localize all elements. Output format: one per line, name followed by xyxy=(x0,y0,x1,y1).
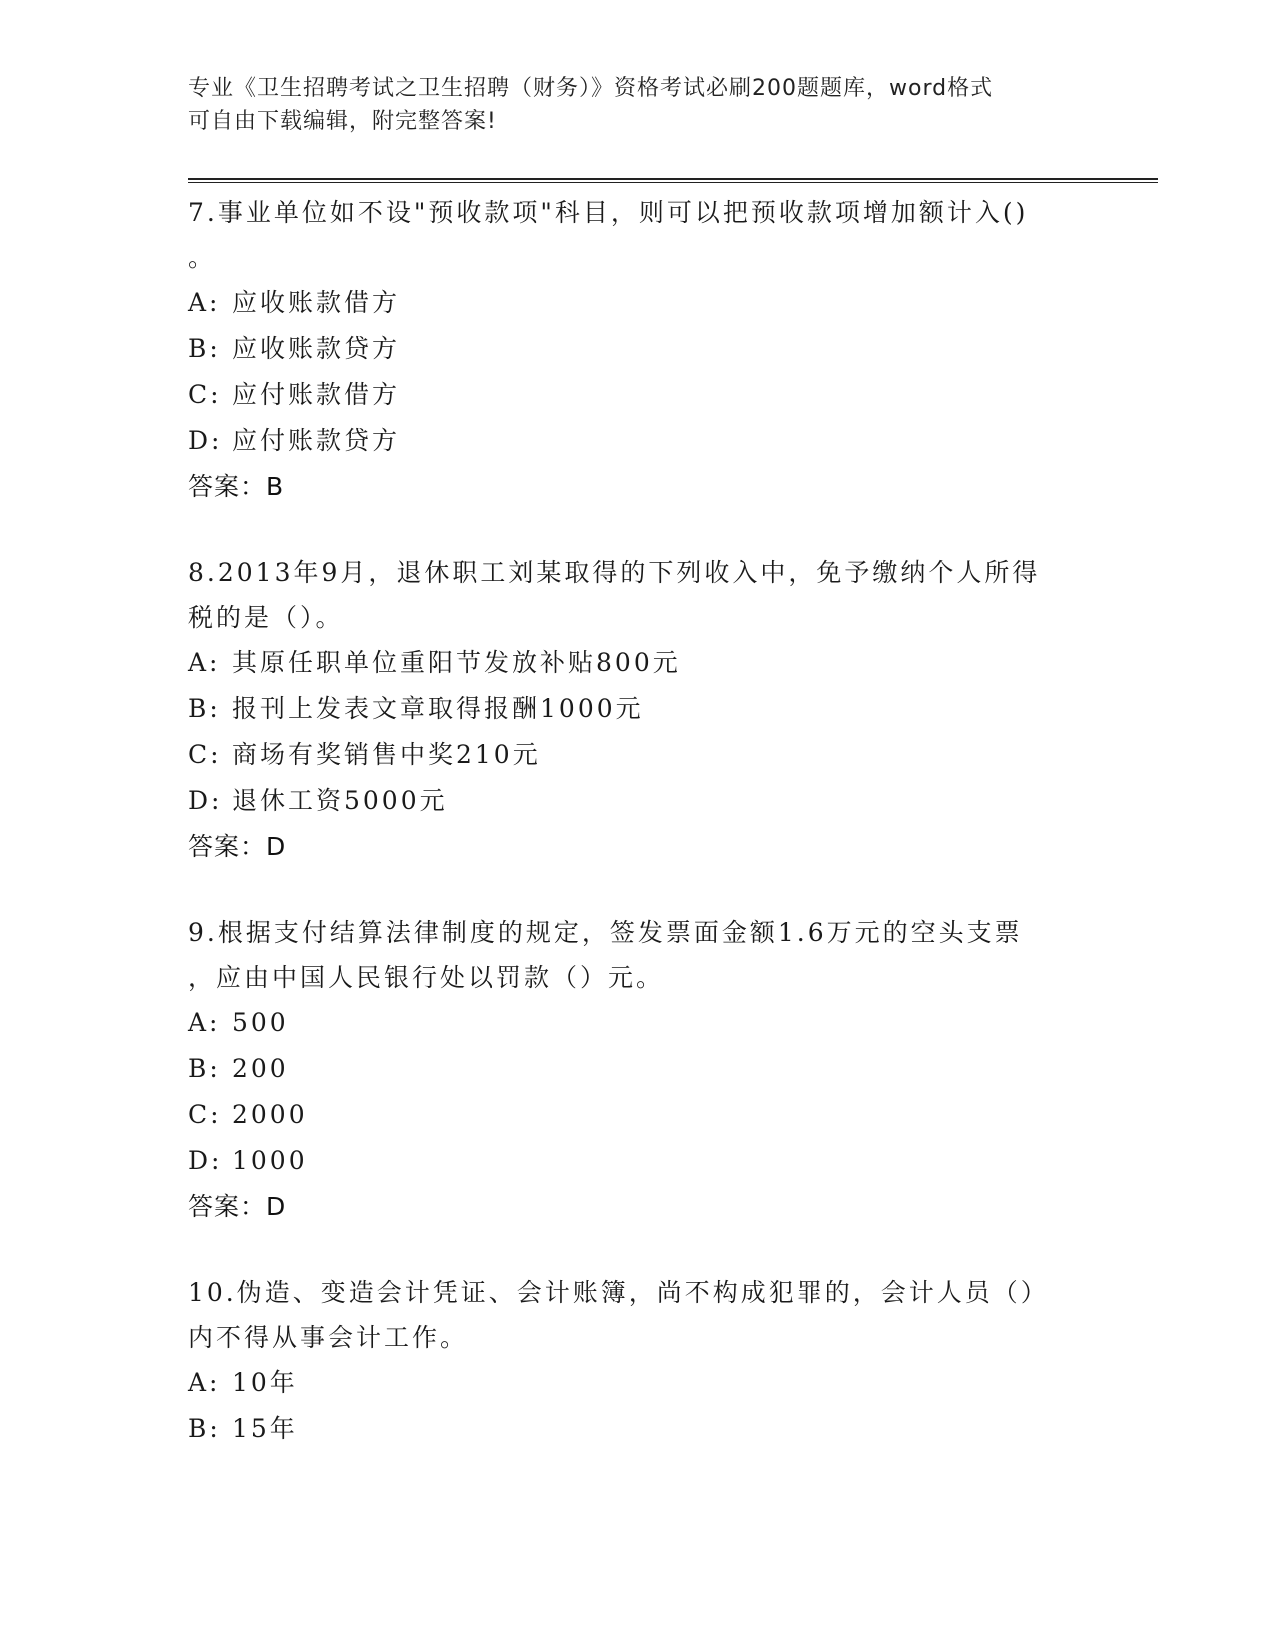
option-key: A: xyxy=(188,288,221,317)
question-stem: 9.根据支付结算法律制度的规定，签发票面金额1.6万元的空头支票 ，应由中国人民银行处以罚款（）元。 xyxy=(188,918,1023,992)
option-key: A: xyxy=(188,1368,221,1397)
option-key: B: xyxy=(188,1054,221,1083)
question-stem: 7.事业单位如不设"预收款项"科目，则可以把预收款项增加额计入() 。 xyxy=(188,198,1029,272)
option-text: 退休工资5000元 xyxy=(232,786,448,815)
answer-line: 答案：D xyxy=(188,1192,287,1221)
option-key: C: xyxy=(188,380,222,409)
option-key: B: xyxy=(188,694,221,723)
option-text: 报刊上发表文章取得报酬1000元 xyxy=(232,694,644,723)
option-text: 2000 xyxy=(232,1100,308,1129)
option-text: 其原任职单位重阳节发放补贴800元 xyxy=(232,648,681,677)
question-list xyxy=(188,190,1068,1492)
option-key: B: xyxy=(188,334,221,363)
question-10 xyxy=(188,1270,1068,1452)
option-key: D: xyxy=(188,786,223,815)
answer-line: 答案：D xyxy=(188,832,287,861)
header-line-2: 可自由下载编辑，附完整答案! xyxy=(188,109,497,134)
option-text: 应收账款贷方 xyxy=(232,334,401,363)
option-a xyxy=(188,1360,1068,1406)
option-key: D: xyxy=(188,426,223,455)
option-d xyxy=(188,1138,1068,1184)
option-a xyxy=(188,640,1068,686)
option-a xyxy=(188,1000,1068,1046)
header-divider xyxy=(188,178,1158,183)
option-b xyxy=(188,326,1068,372)
option-text: 500 xyxy=(232,1008,289,1037)
option-key: B: xyxy=(188,1414,221,1443)
option-text: 应收账款借方 xyxy=(232,288,401,317)
option-text: 应付账款借方 xyxy=(232,380,401,409)
option-key: C: xyxy=(188,1100,222,1129)
answer-line: 答案：B xyxy=(188,472,285,501)
question-8 xyxy=(188,550,1068,870)
option-text: 商场有奖销售中奖210元 xyxy=(232,740,541,769)
option-text: 10年 xyxy=(232,1368,298,1397)
question-stem: 8.2013年9月，退休职工刘某取得的下列收入中，免予缴纳个人所得 税的是（）。 xyxy=(188,558,1041,632)
question-7 xyxy=(188,190,1068,510)
option-a xyxy=(188,280,1068,326)
option-c xyxy=(188,372,1068,418)
option-b xyxy=(188,1406,1068,1452)
option-d xyxy=(188,418,1068,464)
header-line-1: 专业《卫生招聘考试之卫生招聘（财务）》资格考试必刷200题题库，word格式 xyxy=(188,76,994,101)
question-9 xyxy=(188,910,1068,1230)
option-b xyxy=(188,1046,1068,1092)
option-d xyxy=(188,778,1068,824)
option-key: D: xyxy=(188,1146,223,1175)
option-c xyxy=(188,1092,1068,1138)
question-stem: 10.伪造、变造会计凭证、会计账簿，尚不构成犯罪的，会计人员（） 内不得从事会计工作。 xyxy=(188,1278,1049,1352)
document-header xyxy=(188,72,1068,138)
option-key: A: xyxy=(188,648,221,677)
option-text: 15年 xyxy=(232,1414,298,1443)
option-key: C: xyxy=(188,740,222,769)
option-text: 1000 xyxy=(232,1146,308,1175)
option-text: 应付账款贷方 xyxy=(232,426,401,455)
option-text: 200 xyxy=(232,1054,289,1083)
option-c xyxy=(188,732,1068,778)
option-b xyxy=(188,686,1068,732)
option-key: A: xyxy=(188,1008,221,1037)
